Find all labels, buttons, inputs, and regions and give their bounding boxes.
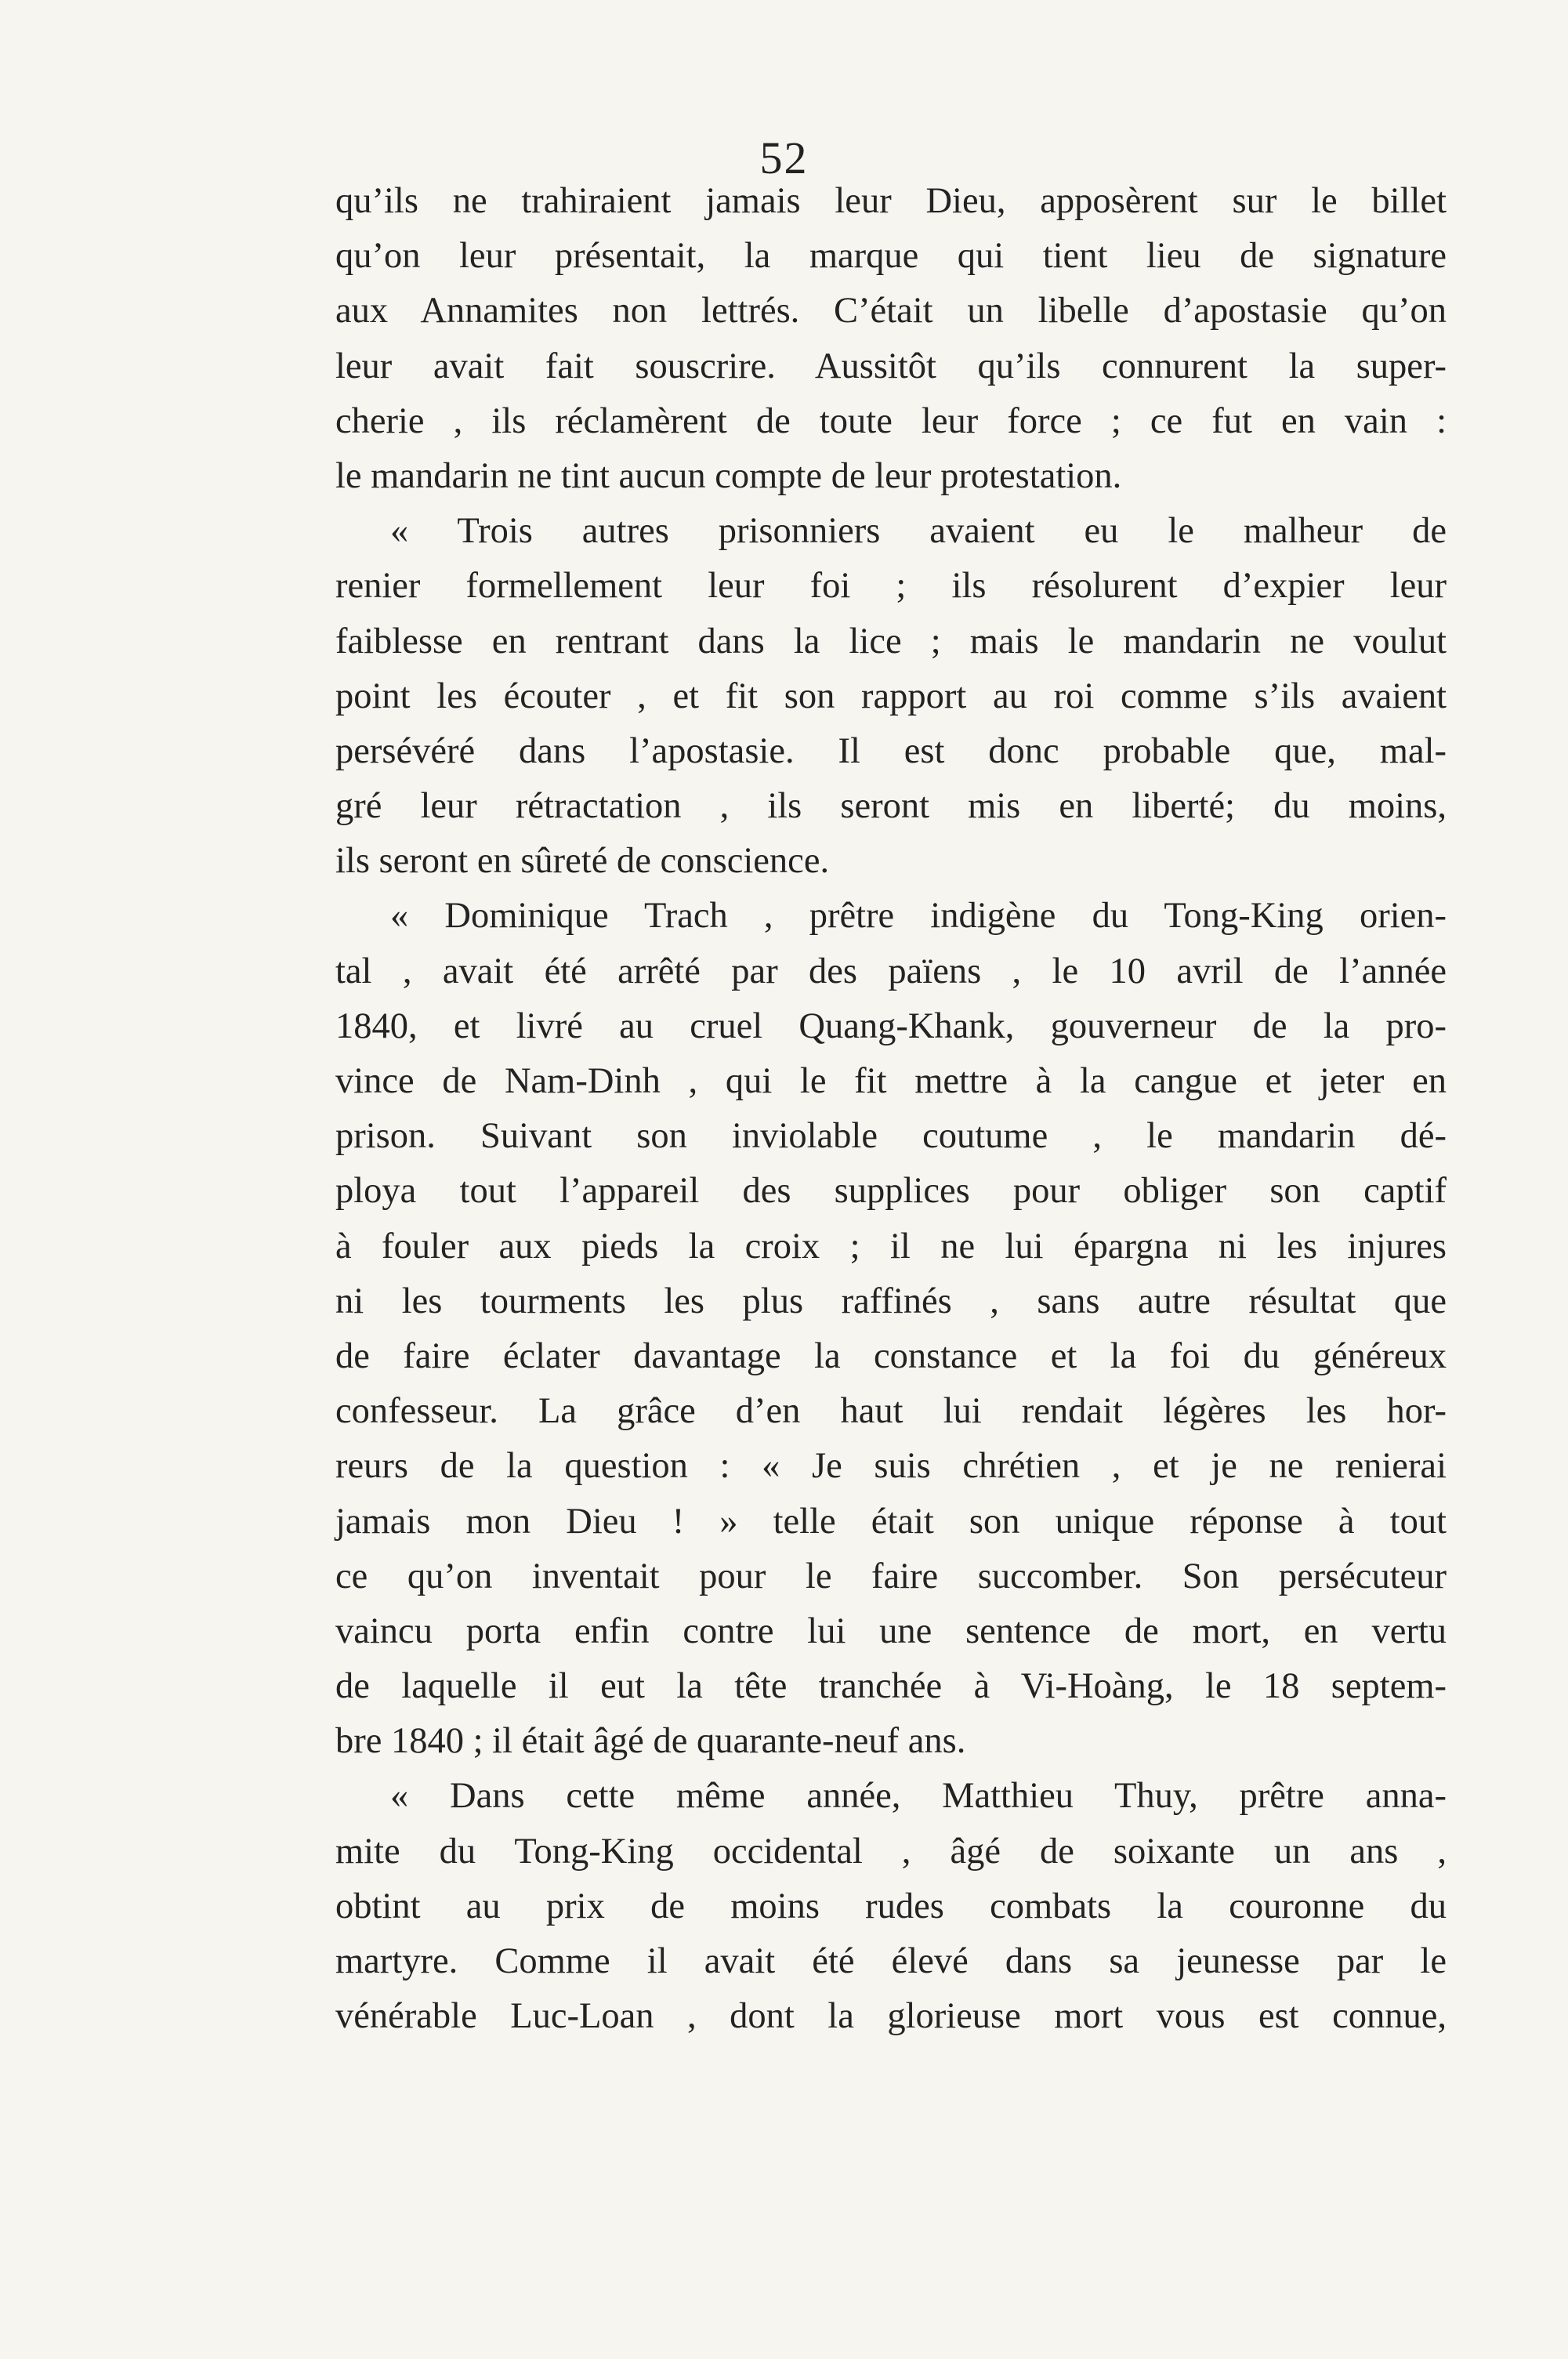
text-line: vince de Nam-Dinh , qui le fit mettre à la cangue et jeter en: [335, 1061, 1447, 1101]
text-line: renier formellement leur foi ; ils résolurent d’expier leur: [335, 566, 1447, 607]
text-line: ils seront en sûreté de conscience.: [335, 841, 830, 882]
text-line: jamais mon Dieu ! » telle était son unique réponse à tout: [335, 1501, 1447, 1542]
text-line: ploya tout l’appareil des supplices pour obliger son captif: [335, 1171, 1447, 1212]
text-line: de faire éclater davantage la constance et la foi du généreux: [335, 1335, 1447, 1376]
text-line: faiblesse en rentrant dans la lice ; mais le mandarin ne voulut: [335, 621, 1447, 661]
text-line: de laquelle il eut la tête tranchée à Vi-Hoàng, le 18 septem-: [335, 1666, 1447, 1707]
text-line: confesseur. La grâce d’en haut lui rendait légères les hor-: [335, 1391, 1447, 1432]
page-number: 52: [759, 132, 809, 183]
text-line: tal , avait été arrêté par des païens , le 10 avril de l’année: [335, 951, 1447, 991]
text-line: vénérable Luc-Loan , dont la glorieuse mort vous est connue,: [335, 1996, 1447, 2037]
text-line: bre 1840 ; il était âgé de quarante-neuf ans.: [335, 1721, 966, 1762]
text-line: gré leur rétractation , ils seront mis en liberté; du moins,: [335, 786, 1447, 827]
text-line: à fouler aux pieds la croix ; il ne lui épargna ni les injures: [335, 1226, 1447, 1266]
text-line: 1840, et livré au cruel Quang-Khank, gouverneur de la pro-: [335, 1006, 1447, 1046]
text-line: aux Annamites non lettrés. C’était un libelle d’apostasie qu’on: [335, 291, 1447, 332]
text-line: « Dominique Trach , prêtre indigène du Tong-King orien-: [390, 896, 1447, 937]
text-line: qu’on leur présentait, la marque qui tient lieu de signature: [335, 236, 1447, 277]
text-line: qu’ils ne trahiraient jamais leur Dieu, apposèrent sur le billet: [335, 181, 1447, 221]
paragraph: [335, 1769, 1447, 2044]
text-line: cherie , ils réclamèrent de toute leur force ; ce fut en vain :: [335, 400, 1447, 441]
text-line: obtint au prix de moins rudes combats la couronne du: [335, 1886, 1447, 1926]
text-line: leur avait fait souscrire. Aussitôt qu’ils connurent la super-: [335, 346, 1447, 386]
text-line: martyre. Comme il avait été élevé dans sa jeunesse par le: [335, 1941, 1447, 1981]
text-line: « Trois autres prisonniers avaient eu le malheur de: [390, 511, 1447, 552]
paragraph: [335, 174, 1447, 504]
text-line: « Dans cette même année, Matthieu Thuy, prêtre anna-: [390, 1776, 1447, 1817]
text-line: ce qu’on inventait pour le faire succomber. Son persécuteur: [335, 1556, 1447, 1596]
body-text: [335, 174, 1447, 2044]
text-line: point les écouter , et fit son rapport au roi comme s’ils avaient: [335, 676, 1447, 716]
text-line: mite du Tong-King occidental , âgé de soixante un ans ,: [335, 1831, 1447, 1872]
paragraph: [335, 504, 1447, 889]
text-line: le mandarin ne tint aucun compte de leur protestation.: [335, 455, 1122, 496]
paragraph: [335, 889, 1447, 1769]
text-line: vaincu porta enfin contre lui une sentence de mort, en vertu: [335, 1611, 1447, 1651]
text-line: reurs de la question : « Je suis chrétien , et je ne renierai: [335, 1446, 1447, 1487]
text-line: persévéré dans l’apostasie. Il est donc probable que, mal-: [335, 730, 1447, 771]
text-line: ni les tourments les plus raffinés , sans autre résultat que: [335, 1281, 1447, 1321]
text-line: prison. Suivant son inviolable coutume , le mandarin dé-: [335, 1116, 1447, 1157]
